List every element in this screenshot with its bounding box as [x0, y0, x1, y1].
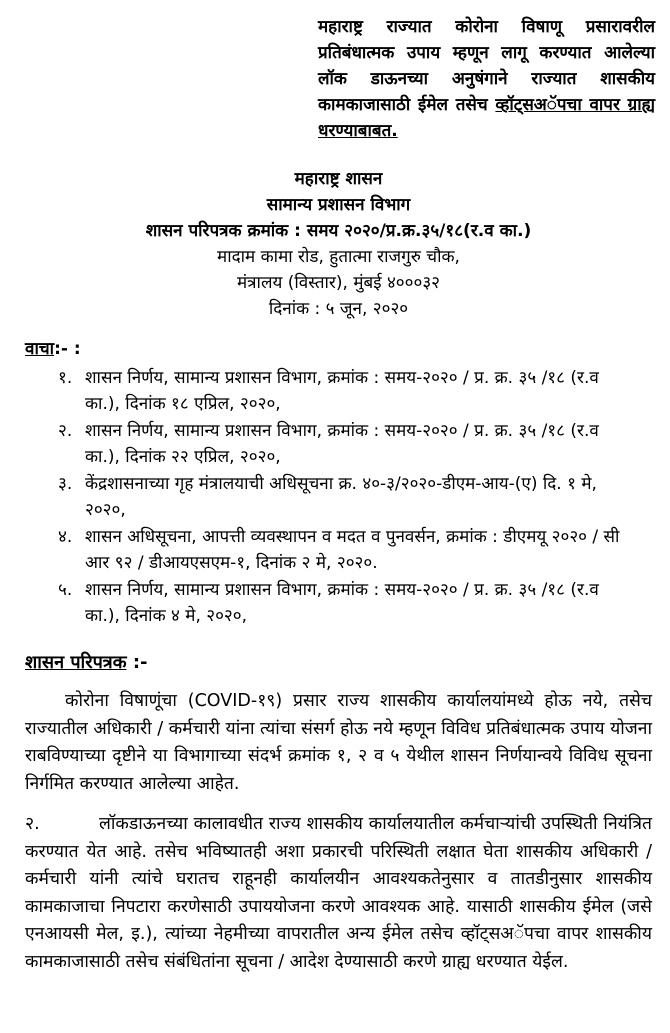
reference-item	[58, 471, 652, 523]
circular-section-label: शासन परिपत्रक	[25, 652, 127, 673]
reference-number: ३.	[58, 474, 73, 494]
department-name: सामान्य प्रशासन विभाग	[266, 195, 411, 215]
vacha-suffix: :- :	[54, 339, 81, 359]
address-line-1: मादाम कामा रोड, हुतात्मा राजगुरु चौक,	[217, 247, 460, 267]
reference-text: शासन अधिसूचना, आपत्ती व्यवस्थापन व मदत व पुनवर्सन, क्रमांक : डीएमयू २०२० / सी आर ९२ / डीआयएसएम-१, दिनांक २ मे, २०२०.	[85, 527, 620, 573]
reference-number: २.	[58, 421, 73, 441]
circular-section-suffix: :-	[126, 652, 148, 673]
reference-number: ४.	[58, 527, 73, 547]
paragraph-2-text: लॉकडाऊनच्या कालावधीत राज्य शासकीय कार्यालयातील कर्मचाऱ्यांची उपस्थिती नियंत्रित करण्यात येत आहे. तसेच भविष्यातही अशा प्रकारची परिस्थिती लक्षात घेता शासकीय अधिकारी / कर्मचारी यांनी त्यांचे घरातच राहूनही कार्यालयीन आवश्यकतेनुसार व तातडीनुसार शासकीय कामकाजाचा निपटारा करणेसाठी उपाययोजना करणे आवश्यक आहे. यासाठी शासकीय ईमेल (जसे एनआयसी मेल, इ.), त्यांच्या नेहमीच्या वापरातील अन्य ईमेल तसेच व्हॉट्सअॅपचा वापर शासकीय कामकाजासाठी तसेच संबंधितांना सूचना / आदेश देण्यासाठी करणे ग्राह्य धरण्यात येईल.	[25, 814, 652, 972]
reference-number: ५.	[58, 580, 73, 600]
vacha-heading	[25, 336, 652, 363]
paragraph-2	[25, 811, 652, 976]
reference-text: शासन निर्णय, सामान्य प्रशासन विभाग, क्रमांक : समय-२०२० / प्र. क्र. ३५ /१८ (र.व का.), दिनांक २२ एप्रिल, २०२०,	[85, 421, 599, 467]
reference-list	[58, 365, 652, 629]
circular-date: दिनांक : ५ जून, २०२०	[268, 299, 409, 319]
reference-text: शासन निर्णय, सामान्य प्रशासन विभाग, क्रमांक : समय-२०२० / प्र. क्र. ३५ /१८ (र.व का.), दिनांक ४ मे, २०२०,	[85, 580, 599, 626]
reference-text: शासन निर्णय, सामान्य प्रशासन विभाग, क्रमांक : समय-२०२० / प्र. क्र. ३५ /१८ (र.व का.), दिनांक १८ एप्रिल, २०२०,	[85, 368, 599, 414]
subject-block	[318, 14, 655, 144]
address-line-2: मंत्रालय (विस्तार), मुंबई ४०००३२	[237, 273, 440, 293]
subject-text: महाराष्ट्र राज्यात कोरोना विषाणू प्रसारावरील प्रतिबंधात्मक उपाय म्हणून लागू करण्यात आलेल्या लॉक डाऊनच्या अनुषंगाने राज्यात शासकीय कामकाजासाठी ईमेल तसेच	[318, 17, 655, 115]
reference-item	[58, 418, 652, 470]
government-name: महाराष्ट्र शासन	[294, 169, 383, 189]
vacha-label: वाचा	[25, 339, 55, 359]
reference-item	[58, 577, 652, 629]
circular-section-heading	[25, 649, 652, 676]
paragraph-2-number: २.	[25, 814, 40, 834]
reference-item	[58, 524, 652, 576]
reference-text: केंद्रशासनाच्या गृह मंत्रालयाची अधिसूचना क्र. ४०-३/२०२०-डीएम-आय-(ए) दि. १ मे, २०२०,	[85, 474, 597, 520]
reference-number: १.	[58, 368, 73, 388]
reference-item	[58, 365, 652, 417]
subject-text-underlined: व्हॉट्सअॅपचा वापर ग्राह्य धरण्याबाबत.	[318, 95, 655, 141]
letterhead	[25, 166, 652, 322]
paragraph-1: कोरोना विषाणूंचा (COVID-१९) प्रसार राज्य शासकीय कार्यालयांमध्ये होऊ नये, तसेच राज्यातील अधिकारी / कर्मचारी यांना त्यांचा संसर्ग होऊ नये म्हणून विविध प्रतिबंधात्मक उपाय योजना राबविण्याच्या दृष्टीने या विभागाच्या संदर्भ क्रमांक १, २ व ५ येथील शासन निर्णयान्वये विविध सूचना निर्गमित करण्यात आलेल्या आहेत.	[25, 691, 652, 794]
circular-number: शासन परिपत्रक क्रमांक : समय २०२०/प्र.क्र.३५/१८(र.व का.)	[145, 221, 532, 241]
